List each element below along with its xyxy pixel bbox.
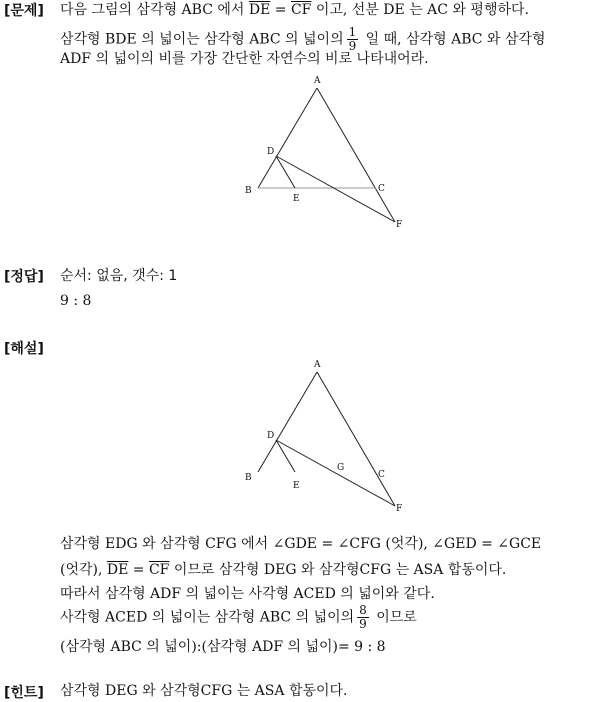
explanation-tag: [해설] <box>4 341 44 357</box>
explanation-line-4 <box>60 604 417 631</box>
problem-line-1 <box>60 1 529 19</box>
label-a: A <box>314 360 321 370</box>
hint-tag: [힌트] <box>4 685 44 701</box>
hint-text: 삼각형 DEG 와 삼각형CFG 는 ASA 합동이다. <box>60 683 348 699</box>
answer-tag: [정답] <box>4 269 44 285</box>
problem-line-2 <box>60 26 545 53</box>
explanation-line-1: 삼각형 EDG 와 삼각형 CFG 에서 ∠GDE = ∠CFG (엇각), ∠GED = ∠GCE <box>60 536 542 552</box>
explanation-text: 이므로 <box>371 609 417 626</box>
problem-text: 이고, 선분 DE 는 AC 와 평행하다. <box>311 2 529 18</box>
fraction-denominator: 9 <box>348 39 357 53</box>
explanation-line-5: (삼각형 ABC 의 넓이):(삼각형 ADF 의 넓이)= 9 : 8 <box>60 639 386 655</box>
label-b: B <box>245 186 252 196</box>
segment-de: $\overline{DE}$ <box>248 2 271 18</box>
label-e: E <box>293 481 300 491</box>
segment-cf: $\overline{CF}$ <box>148 562 170 578</box>
fraction-numerator: 1 <box>348 25 357 39</box>
label-d: D <box>267 147 275 157</box>
problem-line-3: ADF 의 넓이의 비를 가장 간단한 자연수의 비로 나타내어라. <box>60 51 429 67</box>
fraction-one-ninth <box>347 26 359 53</box>
fraction-eight-ninths <box>357 604 369 631</box>
fraction-denominator: 9 <box>359 617 367 631</box>
segment-de: $\overline{DE}$ <box>106 562 129 578</box>
label-a: A <box>314 76 321 86</box>
problem-tag: [문제] <box>4 3 44 19</box>
explanation-line-3: 따라서 삼각형 ADF 의 넓이는 사각형 ACED 의 넓이와 같다. <box>60 586 435 602</box>
problem-text: 일 때, 삼각형 ABC 와 삼각형 <box>361 31 546 48</box>
equals-sign: = <box>128 562 149 578</box>
triangle-figure-2 <box>240 356 410 518</box>
answer-value: 9 : 8 <box>60 293 92 309</box>
label-c: C <box>378 184 385 194</box>
label-f: F <box>396 220 403 230</box>
triangle-figure-1 <box>240 72 410 234</box>
problem-text: 다음 그림의 삼각형 ABC 에서 <box>60 2 249 18</box>
explanation-line-2 <box>60 561 506 579</box>
label-e: E <box>293 194 300 204</box>
explanation-text: (엇각), <box>60 562 107 578</box>
label-b: B <box>245 473 252 483</box>
equals-sign: = <box>270 2 291 18</box>
fraction-numerator: 8 <box>359 603 367 617</box>
label-d: D <box>267 431 275 441</box>
answer-meta: 순서: 없음, 갯수: 1 <box>60 268 178 284</box>
explanation-text: 이므로 삼각형 DEG 와 삼각형CFG 는 ASA 합동이다. <box>169 562 507 578</box>
problem-text: 삼각형 BDE 의 넓이는 삼각형 ABC 의 넓이의 <box>60 31 344 48</box>
segment-cf: $\overline{CF}$ <box>290 2 312 18</box>
label-c: C <box>378 470 385 480</box>
label-f: F <box>396 504 403 514</box>
label-g: G <box>337 463 345 473</box>
explanation-text: 사각형 ACED 의 넓이는 삼각형 ABC 의 넓이의 <box>60 609 355 626</box>
